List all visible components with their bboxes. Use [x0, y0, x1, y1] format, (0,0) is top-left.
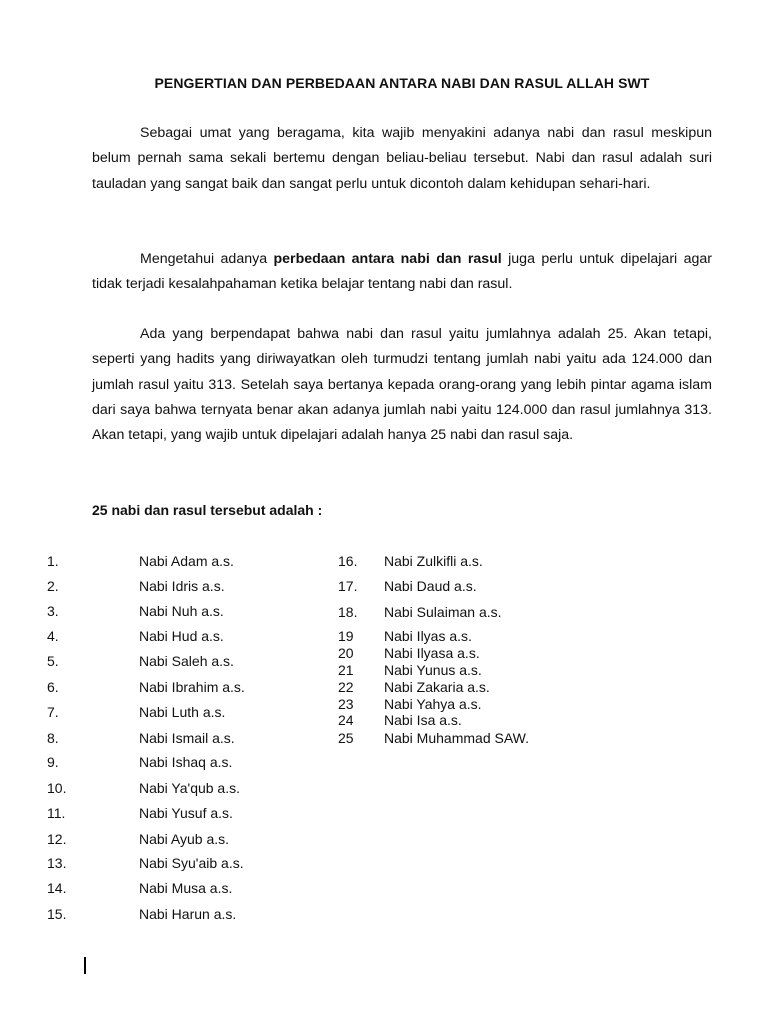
list-number: 13. [47, 855, 67, 871]
list-item: Nabi Zulkifli a.s. [384, 553, 483, 569]
list-item: Nabi Ilyas a.s. [384, 628, 472, 644]
list-item: Nabi Ayub a.s. [139, 831, 230, 847]
paragraph-difference-bold: perbedaan antara nabi dan rasul [273, 251, 502, 267]
list-number: 1. [47, 553, 59, 569]
list-number: 8. [47, 730, 59, 746]
list-heading: 25 nabi dan rasul tersebut adalah : [92, 502, 323, 518]
list-item: Nabi Isa a.s. [384, 712, 462, 728]
list-number: 20 [338, 645, 354, 661]
paragraph-difference [92, 247, 712, 298]
list-item: Nabi Hud a.s. [139, 628, 224, 644]
list-number: 16. [338, 553, 358, 569]
list-number: 4. [47, 628, 59, 644]
list-item: Nabi Ya'qub a.s. [139, 780, 241, 796]
list-number: 15. [47, 906, 67, 922]
list-number: 7. [47, 704, 59, 720]
list-number: 2. [47, 578, 59, 594]
paragraph-difference-end: juga perlu untuk dipelajari agar tidak terjadi kesalahpahaman ketika belajar tentang nabi dan rasul. [92, 251, 712, 293]
list-number: 22 [338, 679, 354, 695]
paragraph-difference-start: Mengetahui adanya [140, 251, 274, 267]
list-item: Nabi Ismail a.s. [139, 730, 235, 746]
list-number: 10. [47, 780, 67, 796]
text-cursor [84, 957, 86, 974]
list-number: 24 [338, 712, 354, 728]
list-item: Nabi Adam a.s. [139, 553, 234, 569]
list-number: 3. [47, 603, 59, 619]
document-title: PENGERTIAN DAN PERBEDAAN ANTARA NABI DAN RASUL ALLAH SWT [154, 75, 650, 91]
list-number: 18. [338, 604, 358, 620]
list-number: 21 [338, 662, 354, 678]
list-item: Nabi Ilyasa a.s. [384, 645, 480, 661]
list-number: 11. [47, 805, 66, 821]
list-item: Nabi Idris a.s. [139, 578, 225, 594]
list-item: Nabi Nuh a.s. [139, 603, 224, 619]
list-number: 5. [47, 653, 59, 669]
paragraph-intro: Sebagai umat yang beragama, kita wajib menyakini adanya nabi dan rasul meskipun belum pernah sama sekali bertemu dengan beliau-beliau tersebut. Nabi dan rasul adalah suri tauladan yang sangat baik dan sangat perlu untuk dicontoh dalam kehidupan sehari-hari. [92, 125, 712, 192]
list-item: Nabi Zakaria a.s. [384, 679, 490, 695]
list-number: 17. [338, 578, 358, 594]
list-number: 9. [47, 754, 59, 770]
list-item: Nabi Luth a.s. [139, 704, 226, 720]
list-item: Nabi Harun a.s. [139, 906, 237, 922]
list-number: 14. [47, 880, 67, 896]
list-item: Nabi Sulaiman a.s. [384, 604, 502, 620]
paragraph-count: Ada yang berpendapat bahwa nabi dan rasul yaitu jumlahnya adalah 25. Akan tetapi, seperti yang hadits yang diriwayatkan oleh turmudzi tentang jumlah nabi yaitu ada 124.000 dan jumlah rasul yaitu 313. Setelah saya bertanya kepada orang-orang yang lebih pintar agama islam dari saya bahwa ternyata benar akan adanya jumlah nabi yaitu 124.000 dan rasul jumlahnya 313. Akan tetapi, yang wajib untuk dipelajari adalah hanya 25 nabi dan rasul saja. [92, 326, 712, 444]
list-number: 19 [338, 628, 354, 644]
list-number: 25 [338, 730, 354, 746]
list-item: Nabi Saleh a.s. [139, 653, 234, 669]
list-item: Nabi Muhammad SAW. [384, 730, 529, 746]
list-item: Nabi Ishaq a.s. [139, 754, 233, 770]
list-item: Nabi Yahya a.s. [384, 696, 482, 712]
list-number: 12. [47, 831, 67, 847]
list-item: Nabi Ibrahim a.s. [139, 679, 245, 695]
list-item: Nabi Yunus a.s. [384, 662, 482, 678]
list-item: Nabi Musa a.s. [139, 880, 233, 896]
list-number: 6. [47, 679, 59, 695]
list-item: Nabi Syu'aib a.s. [139, 855, 244, 871]
list-item: Nabi Daud a.s. [384, 578, 477, 594]
list-item: Nabi Yusuf a.s. [139, 805, 233, 821]
list-number: 23 [338, 696, 354, 712]
